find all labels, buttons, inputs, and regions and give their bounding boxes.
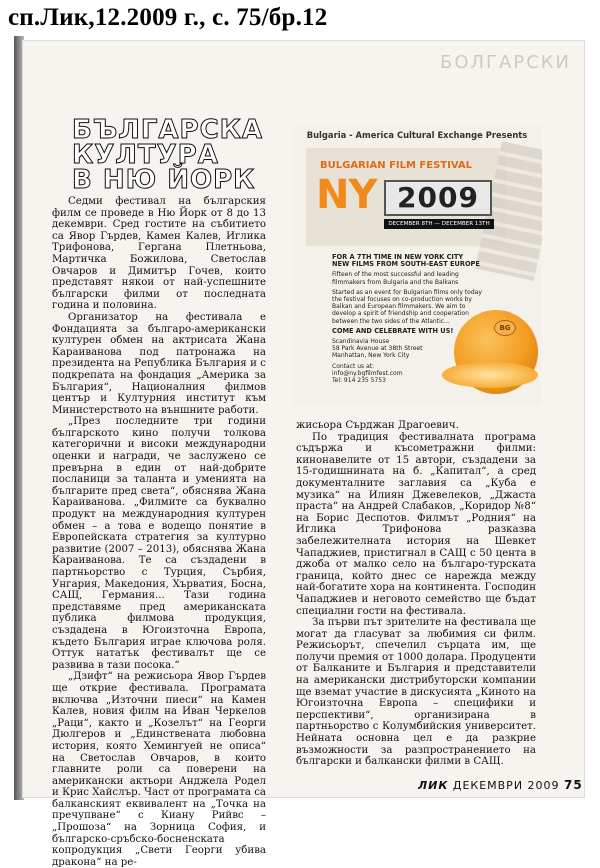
poster-email: info@ny.bgfilmfest.com [332, 369, 403, 377]
headline-line-1: БЪЛГАРСКА [72, 115, 264, 145]
poster-address2: Manhattan, New York City [332, 352, 410, 360]
paragraph: Организатор на фестивала е Фондацията за българо-американски културен обмен на актрисата Жана Караиванова под патронажа на президента на Република България и с подкрепата на фондация „Америка за България“, Националния филмов център и Културния институт към Министерството на външните работи. [52, 311, 266, 416]
paragraph: По традиция фестивалната програма съдържа и късометражни филми: кинонавелите от 15 автори, създадени за 15-годишнината на б. „Капитал“, а сред документалните заглавия са „Куба е музика“ на Илиян Джевелеков, „Джаста праста“ на Андрей Слабаков, „Коридор №8“ на Борис Деспотов. Филмът „Родния“ на Иглика Трифонова разказва забележителната история на Шевкет Чападжиев, пристигнал в САЩ с 50 цента в джоба от малко село на българо-турската граница, който днес се нарежда между най-богатите хора на континента. Господин Чападжиев и неговото семейство ще бъдат специални гости на фестивала. [296, 431, 536, 617]
headline-line-2: КУЛТУРА [72, 140, 219, 170]
festival-poster [292, 126, 542, 406]
footer-magazine-name: ЛИК [418, 779, 449, 792]
poster-intro: Fifteen of the most successful and leading filmmakers from Bulgaria and the Balkans [332, 271, 459, 286]
poster-started: Started as an event for Bulgarian films only today the festival focuses on co-production works by Balkan and European filmmakers. We aim to develop a spirit of friendship and cooperation between the two sides of the Atlantic... [332, 288, 482, 325]
paragraph: „Дзифт“ на режисьора Явор Гърдев ще открие фестивала. Програмата включва „Източни пиеси“ на Камен Калев, новия филм на Иван Черкелов „Раци“, както и „Козелът“ на Георги Дюлгеров и „Единствената любовна история, която Хемингуей не описа“ на Светослав Овчаров, в които главните роли са поверени на американски актьори Анджела Родел и Крис Хайслър. Част от програмата са балканският еквивалент на „Точка на пречупване“ с Киану Рийвс – „Прошоза“ на Зорница София, и българско-сръбско-босненската копродукция „Свети Георги убива дракона“ на ре- [52, 671, 266, 868]
citation-text: сп.Лик,12.2009 г., с. 75/бр.12 [8, 4, 328, 31]
orange-slice-graphic [442, 362, 538, 388]
paragraph: Седми фестивал на българския филм се проведе в Ню Йорк от 8 до 13 декември. Сред гостите на събитието са Явор Гърдев, Камен Калев, Иглика Трифонова, Гергана Плетньова, Мартичка Божилова, Светослав Овчаров и Димитър Гочев, които представят някои от най-успешните български филми от последната година и половина. [52, 196, 266, 312]
poster-venue: Scandinavia House [332, 338, 390, 346]
poster-headline: FOR A 7TH TIME IN NEW YORK CITY NEW FILMS FROM SOUTH-EAST EUROPE [332, 253, 480, 269]
paragraph: „През последните три години българското кино получи толкова категорични и високи международни оценки и награди, че заслужено се превърна в един от най-добрите посланици за таланта и уменията на българите пред света“, обяснява Жана Караиванова. „Филмите са буквално продукт на международния културен обмен – а това е водещо понятие в Европейската стратегия за културно развитие (2007 – 2013), обяснява Жана Караиванова. Те са създадени в партньорство с Турция, Сърбия, Унгария, Македония, Хърватия, Босна, САЩ, Германия... Тази година представяме пред американската публика филмова продукция, създадена в Югоизточна Европа, където България играе ключова роля. Оттук нататък фестивалът ще се развива в тази посока.“ [52, 416, 266, 671]
poster-festival-title: BULGARIAN FILM FESTIVAL [320, 160, 473, 171]
poster-presenter-line: Bulgaria - America Cultural Exchange Presents [306, 130, 528, 140]
footer-page-number: 75 [564, 778, 583, 792]
headline-line-3: В НЮ ЙОРК [72, 165, 256, 195]
article-right-column [296, 420, 536, 768]
footer-issue: ДЕКЕМВРИ 2009 [452, 779, 560, 792]
poster-tel: Tel: 914 235 5753 [332, 377, 386, 385]
page-footer [418, 778, 583, 792]
bg-badge: BG [494, 320, 516, 336]
poster-dates: DECEMBER 8TH — DECEMBER 13TH [384, 219, 494, 229]
poster-ny-logo: NY [316, 172, 377, 218]
poster-year: 2009 [384, 180, 492, 216]
poster-come: COME AND CELEBRATE WITH US! [332, 326, 454, 335]
poster-contact-label: Contact us at: [332, 362, 375, 370]
poster-address1: 58 Park Avenue at 38th Street [332, 345, 423, 353]
paragraph-continued: жисьора Сърджан Драгоевич. [296, 420, 459, 431]
article-headline [72, 115, 272, 195]
faded-page-header: БОЛГАРСКИ [440, 52, 572, 73]
paragraph: За първи път зрителите на фестивала ще могат да гласуват за любимия си филм. Режисьорът, спечелил сърцата им, ще получи премия от 1000 долара. Продуценти от Балканите и България и представители на американски дистрибуторски компании ще вземат участие в дискусията „Киното на Югоизточна Европа – специфики и перспективи“, организирана в партньорство с Колумбийския университет. Нейната основна цел е да разкрие възможности за разпространението на български и балкански филми в САЩ. [296, 617, 536, 768]
article-left-column [52, 196, 266, 868]
